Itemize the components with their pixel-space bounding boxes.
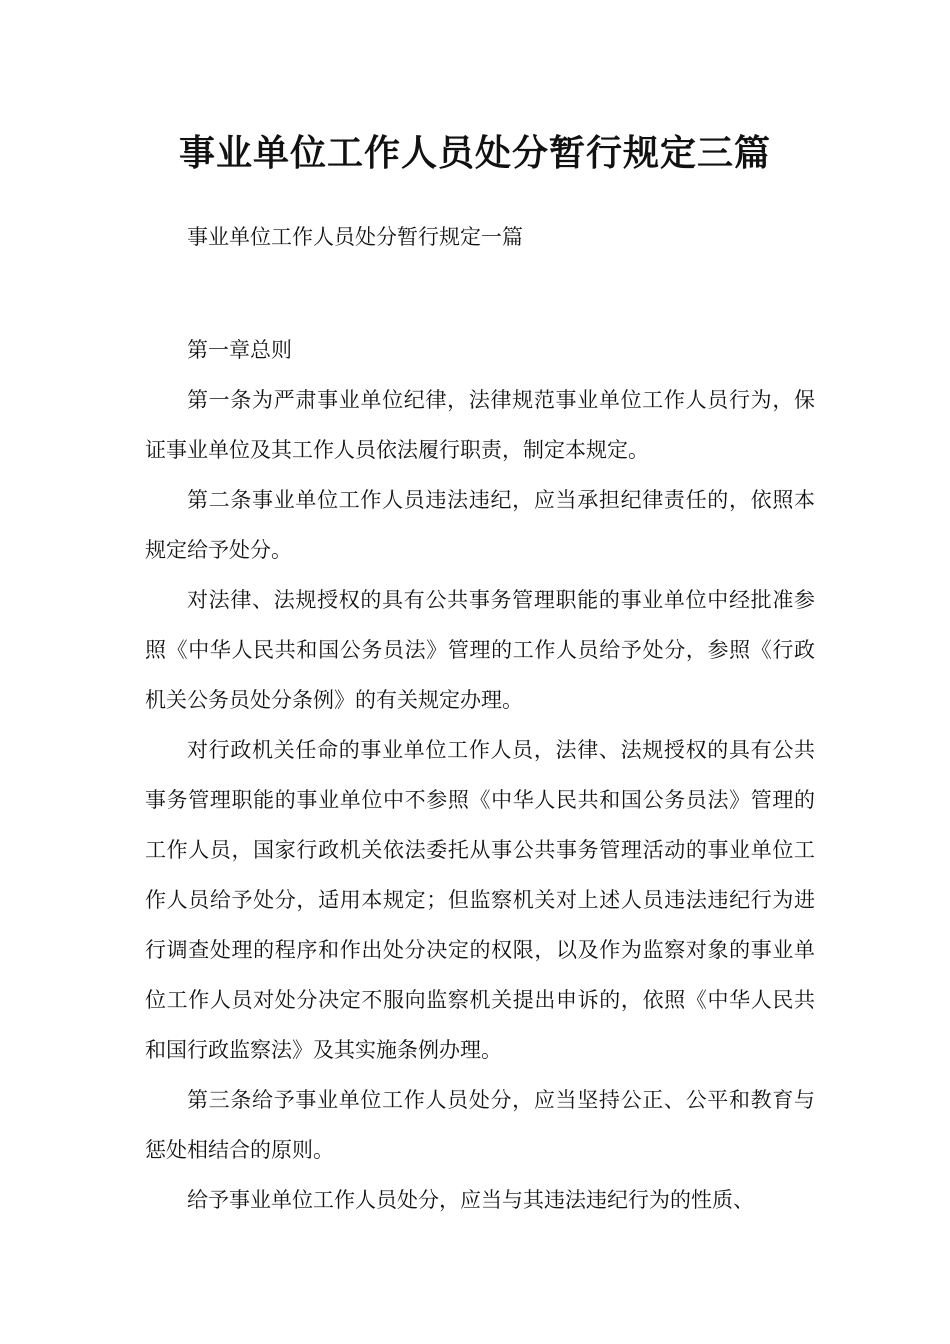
paragraph-article-3: 第三条给予事业单位工作人员处分，应当坚持公正、公平和教育与惩处相结合的原则。: [145, 1088, 815, 1162]
document-title: 事业单位工作人员处分暂行规定三篇: [178, 133, 771, 174]
subtitle: 事业单位工作人员处分暂行规定一篇: [187, 225, 523, 249]
paragraph-applicability: 对行政机关任命的事业单位工作人员，法律、法规授权的具有公共事务管理职能的事业单位中不参照《中华人民共和国公务员法》管理的工作人员，国家行政机关依法委托从事公共事务管理活动的事业单位工作人员给予处分，适用本规定；但监察机关对上述人员违法违纪行为进行调查处理的程序和作出处分决定的权限，以及作为监察对象的事业单位工作人员对处分决定不服向监察机关提出申诉的，依照《中华人民共和国行政监察法》及其实施条例办理。: [145, 738, 815, 1062]
chapter-heading: 第一章总则: [187, 338, 292, 362]
paragraph-civil-servant-reference: 对法律、法规授权的具有公共事务管理职能的事业单位中经批准参照《中华人民共和国公务员法》管理的工作人员给予处分，参照《行政机关公务员处分条例》的有关规定办理。: [145, 588, 815, 712]
paragraph-article-1: 第一条为严肃事业单位纪律，法律规范事业单位工作人员行为，保证事业单位及其工作人员依法履行职责，制定本规定。: [145, 388, 815, 462]
paragraph-article-2: 第二条事业单位工作人员违法违纪，应当承担纪律责任的，依照本规定给予处分。: [145, 488, 815, 562]
paragraph-proportionality: 给予事业单位工作人员处分，应当与其违法违纪行为的性质、: [187, 1188, 754, 1212]
